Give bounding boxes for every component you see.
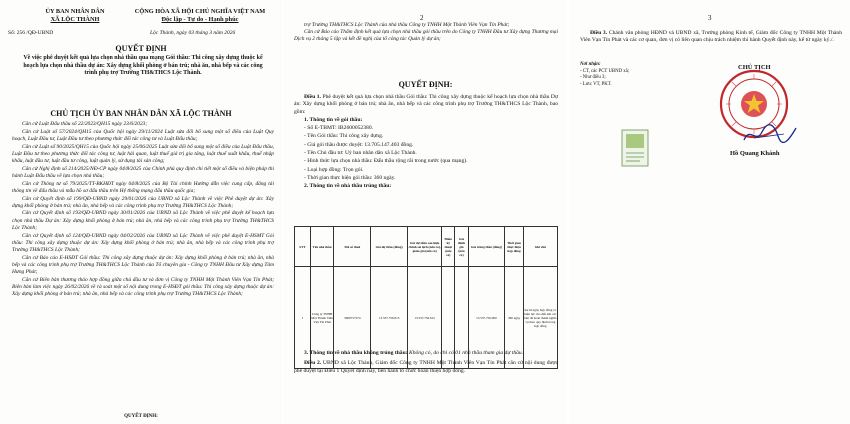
- section-3-text: Không có, do chỉ có 01 nhà thầu tham gia dự thầu.: [407, 350, 524, 356]
- document-subject: Về việc phê duyệt kết quả lựa chọn nhà thầu qua mạng Gói thầu: Thi công xây dựng thuộc kế hoạch lựa chọn nhà thầu dự án: Xây dựng khối phòng ở bán trú; nhà ăn, nhà bếp và các công trình phụ trợ Trường TH&THCS Lộc Thành.: [23, 55, 263, 76]
- page-number: 3: [708, 14, 712, 22]
- table-header-row: [295, 227, 558, 267]
- table-header: Giá dự thầu (đồng): [371, 227, 408, 267]
- issuing-authority: CHỦ TỊCH ỦY BAN NHÂN DÂN XÃ LỘC THÀNH: [50, 109, 232, 118]
- page-number: 2: [420, 14, 424, 22]
- page-3: [570, 0, 850, 424]
- article-1: [294, 94, 558, 192]
- table-header: Điểm kỹ thuật (nếu có): [442, 227, 455, 267]
- package-info-item: - Giá gói thầu được duyệt: 13.705.147.403 đồng.: [304, 141, 414, 148]
- agency-line-2: XÃ LỘC THÀNH: [50, 16, 100, 23]
- package-info-item: - Tên Chủ đầu tư: Uỷ ban nhân dân xã Lộc Thành.: [304, 150, 417, 157]
- package-info-item: - Thời gian thực hiện gói thầu: 360 ngày.: [304, 174, 396, 181]
- basis-item: Căn cứ Luật Đấu thầu số 22/2023/QH15 ngày 23/6/2023;: [22, 121, 148, 127]
- articles-bottom: [294, 350, 558, 378]
- table-cell: 13.537.756.000: [468, 267, 505, 369]
- basis-item: Căn cứ Quyết định số 124/QĐ-UBND ngày 04/02/2026 của UBND xã Lộc Thành về việc phê duyệt E-HSMT Gói thầu: Thi công xây dựng thuộc dự án: Xây dựng khối phòng ở bán trú; nhà ăn, nhà bếp và các công trình phụ trợ Trường TH&THCS Lộc Thành;: [12, 232, 274, 253]
- package-info-item: - Hình thức lựa chọn nhà thầu: Đấu thầu rộng rãi trong nước (qua mạng).: [304, 158, 468, 165]
- basis-item: Căn cứ Biên bản thương thảo hợp đồng giữa chủ đầu tư và đơn vị Công ty TNHH Một Thành Viên Vạn Tín Phát; Biên bản làm việc ngày 26/02/2026 về rà soát một số nội dung trong E-HSĐT gói thầu: Thi công xây dựng thuộc dự án: Xây dựng khối phòng ở bán trú; nhà ăn, nhà bếp và các công trình phụ trợ Trường TH&THCS Lộc Thành;: [12, 276, 274, 298]
- recipients-block: [580, 62, 629, 88]
- table-cell: 3000757374: [334, 267, 371, 369]
- section-3-heading: 3. Thông tin về nhà thầu không trúng thầu:: [304, 350, 408, 356]
- package-info-item: - Tên Gói thầu: Thi công xây dựng.: [304, 133, 384, 140]
- recipient-item: - CT, các PCT UBND xã;: [580, 68, 630, 74]
- package-info-item: - Số E-TBMT: IB2600052380.: [304, 125, 374, 132]
- table-cell: 360 ngày: [505, 267, 523, 369]
- section-2-heading: 2. Thông tin về nhà thầu trúng thầu:: [304, 183, 392, 190]
- digital-signature-stamp-icon: [620, 128, 650, 168]
- page-1-footer: QUYẾT ĐỊNH:: [124, 414, 158, 419]
- article-2-text: UBND xã Lộc Thành, Giám đốc Công ty TNHH Một Thành Viên Vạn Tín Phát căn cứ nội dung được phê duyệt tại Điều 1 Quyết định này, tiến hành tổ chức hoàn thiện hợp đồng.: [294, 360, 558, 374]
- basis-item: Căn cứ Nghị định số 214/2025/NĐ-CP ngày 04/8/2025 của Chính phủ quy định chi tiết một số điều và biện pháp thi hành Luật Đấu thầu về lựa chọn nhà thầu;: [12, 165, 274, 179]
- basis-item: Căn cứ Quyết định số 199/QĐ-UBND ngày 29/01/2026 của UBND xã Lộc Thành về việc Phê duyệt dự án: Xây dựng khối phòng ở bán trú; nhà ăn, nhà bếp và các công trình phụ trợ Trường TH&THCS Lộc Thành;: [12, 195, 274, 209]
- basis-item: Căn cứ Báo cáo E-HSĐT Gói thầu: Thi công xây dựng thuộc dự án: Xây dựng khối phòng ở bán trú; nhà ăn, nhà bếp và các công trình phụ trợ Trường TH&THCS Lộc Thành của Tổ chuyên gia - Công ty TNHH Đầu tư Xây dựng Tâm Hưng Phát;: [12, 254, 274, 276]
- article-1-text: Phê duyệt kết quả lựa chọn nhà thầu Gói thầu: Thi công xây dựng thuộc kế hoạch lựa chọn nhà thầu Dự án: Xây dựng khối phòng ở bán trú; nhà ăn, nhà bếp và các công trình phụ trợ Trường TH&THCS Lộc Thành, bao gồm:: [294, 94, 559, 115]
- basis-item: Căn cứ Quyết định số 193/QĐ-UBND ngày 30/01/2026 của UBND xã Lộc Thành về việc phê duyệt kế hoạch lựa chọn nhà thầu Dự án: Xây dựng khối phòng ở bán trú; nhà ăn, nhà bếp và các công trình phụ trợ Trường TH&THCS Lộc Thành;: [12, 210, 274, 231]
- nation-line-1: CỘNG HÒA XÃ HỘI CHỦ NGHĨA VIỆT NAM: [134, 8, 266, 15]
- basis-item: Căn cứ Luật số 57/2024/QH15 của Quốc hội ngày 29/11/2024 Luật sửa đổi bổ sung một số điều của Luật Quy hoạch, Luật Đầu tư, Luật Đầu tư theo phương thức đối tác công tư và Luật Đấu thầu;: [12, 128, 274, 142]
- table-header: Thời gian thực hiện hợp đồng: [505, 227, 523, 267]
- article-3-text: Chánh văn phòng HĐND và UBND xã, Trưởng phòng Kinh tế, Giám đốc Công ty TNHH Một Thành Viên Vạn Tín Phát và các cơ quan, đơn vị có liên quan chịu trách nhiệm thi hành Quyết định này, kể từ ngày ký./.: [580, 30, 843, 44]
- recipient-item: - Như điều 3;: [580, 75, 606, 80]
- recipient-item: - Lưu: VT, PKT.: [580, 81, 612, 87]
- signature-icon: [740, 122, 800, 146]
- table-header: Tên nhà thầu: [310, 227, 334, 267]
- section-1-heading: 1. Thông tin về gói thầu:: [304, 116, 363, 123]
- table-cell: 13.537.756.615: [408, 267, 442, 369]
- table-cell: 1: [295, 267, 311, 369]
- article-3: [580, 30, 842, 44]
- document-number: Số: 256 /QĐ-UBND: [8, 30, 54, 36]
- nation-header: [120, 8, 280, 24]
- signer-name: Hồ Quang Khánh: [730, 150, 780, 157]
- agency-line-1: ỦY BAN NHÂN DÂN: [45, 8, 105, 15]
- nation-motto: Độc lập - Tự do - Hạnh phúc: [161, 16, 239, 23]
- table-cell: Kể từ ngày hợp đồng có hiệu lực cho đến khi các bên đã hoàn thành nghĩa vụ theo quy định trong hợp đồng: [523, 267, 557, 369]
- table-cell: Công ty TNHH Một Thành Viên Vạn Tín Phát: [310, 267, 334, 369]
- table-cell: 13.537.756.615: [371, 267, 408, 369]
- decision-heading: QUYẾT ĐỊNH:: [398, 80, 453, 89]
- legal-bases: [12, 121, 274, 299]
- page-2-bases: [294, 22, 558, 44]
- table-header: Giá dự thầu sau hiệu chỉnh sai lệch (nếu có), giảm giá (nếu có): [408, 227, 442, 267]
- table-header: Giá trúng thầu (đồng): [468, 227, 505, 267]
- page-1: [0, 0, 282, 424]
- recipients-title: Nơi nhận:: [580, 62, 601, 67]
- article-2-head: Điều 2.: [304, 360, 322, 367]
- table-header: Giá đánh giá (nếu có): [455, 227, 468, 267]
- document-date: Lộc Thành, ngày 03 tháng 3 năm 2026: [150, 30, 236, 36]
- basis-item: Căn cứ Thông tư số 79/2025/TT-BKHĐT ngày 04/8/2025 của Bộ Tài chính Hướng dẫn việc cung cấp, đăng tải thông tin về đấu thầu và mẫu hồ sơ đấu thầu trên Hệ thống mạng đấu thầu quốc gia;: [12, 180, 274, 194]
- basis-item: Căn cứ Báo cáo Thẩm định kết quả lựa chọn nhà thầu gói thầu trên do Công ty TNHH Đầu tư Xây dựng Thương mại Dịch vụ 2 tháng 5 lập và kết đề nghị của tổ công tác Quản lý dự án;: [294, 29, 558, 43]
- basis-item: Căn cứ Luật số 90/2025/QH15 của Quốc hội ngày 25/06/2025 Luật sửa đổi bổ sung một số điều của Luật Đấu thầu, Luật Đầu tư theo phương thức đối tác công tư, luật hải quan, luật thuế giá trị gia tăng, luật thuế xuất khẩu, thuế nhập khẩu, luật đầu tư, luật đầu tư công, luật quản lý, sử dụng tài sản công;: [12, 143, 274, 165]
- article-3-head: Điều 3.: [590, 30, 608, 36]
- basis-item: trợ Trường TH&THCS Lộc Thành của nhà thầu Công ty TNHH Một Thành Viên Vạn Tín Phát;: [304, 22, 510, 28]
- document-title: QUYẾT ĐỊNH: [115, 44, 167, 53]
- table-header: Ghi chú: [523, 227, 557, 267]
- agency-header: [20, 8, 130, 24]
- winning-contractor-table: [294, 226, 558, 369]
- signer-title: CHỦ TỊCH: [738, 64, 771, 71]
- table-header: Mã số thuế: [334, 227, 371, 267]
- package-info-item: - Loại hợp đồng: Trọn gói.: [304, 166, 364, 173]
- table-header: STT: [295, 227, 311, 267]
- page-2: [284, 0, 567, 424]
- article-1-head: Điều 1.: [304, 94, 321, 100]
